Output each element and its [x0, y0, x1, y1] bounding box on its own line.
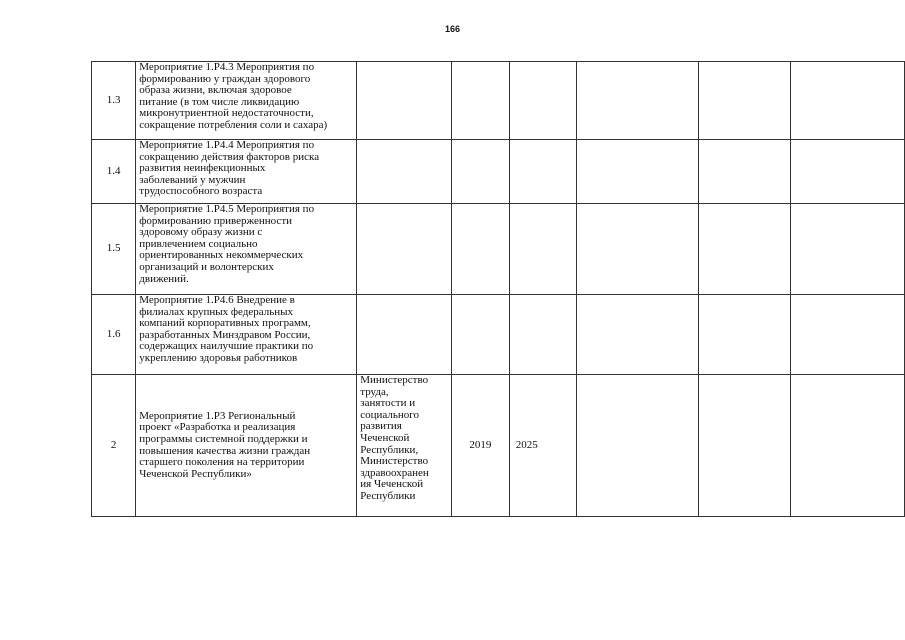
event-description: Мероприятие 1.Р4.5 Мероприятия по формированию приверженности здоровому образу жизни с привлечением социально ориентированных некоммерческих организаций и волонтерских движений. [136, 204, 357, 295]
end-year-cell: 2025 [509, 375, 576, 517]
empty-cell [698, 62, 790, 140]
event-description: Мероприятие 1.Р4.4 Мероприятия по сокращению действия факторов риска развития неинфекционных заболеваний у мужчин трудоспособного возраста [136, 140, 357, 204]
responsible-cell [357, 62, 452, 140]
empty-cell [790, 295, 904, 375]
empty-cell [577, 204, 699, 295]
end-year-cell [509, 140, 576, 204]
empty-cell [698, 204, 790, 295]
row-number: 1.4 [92, 140, 136, 204]
empty-cell [577, 62, 699, 140]
row-number: 1.5 [92, 204, 136, 295]
event-description: Мероприятие 1.Р4.3 Мероприятия по формированию у граждан здорового образа жизни, включая здоровое питание (в том числе ликвидацию микронутриентной недостаточности, сокращение потребления соли и сахара) [136, 62, 357, 140]
start-year-cell [451, 204, 509, 295]
table-row [92, 204, 905, 295]
start-year-cell [451, 62, 509, 140]
event-description: Мероприятие 1.Р3 Региональный проект «Разработка и реализация программы системной поддержки и повышения качества жизни граждан старшего поколения на территории Чеченской Республики» [136, 375, 357, 517]
end-year-cell [509, 295, 576, 375]
table-row [92, 375, 905, 517]
row-number: 1.6 [92, 295, 136, 375]
responsible-cell [357, 204, 452, 295]
page-number: 166 [444, 24, 461, 34]
start-year-cell [451, 295, 509, 375]
table-row [92, 62, 905, 140]
responsible-cell [357, 140, 452, 204]
table-row [92, 295, 905, 375]
event-description: Мероприятие 1.Р4.6 Внедрение в филиалах крупных федеральных компаний корпоративных программ, разработанных Минздравом России, содержащих наилучшие практики по укреплению здоровья работников [136, 295, 357, 375]
row-number: 2 [92, 375, 136, 517]
empty-cell [790, 62, 904, 140]
empty-cell [790, 204, 904, 295]
start-year-cell: 2019 [451, 375, 509, 517]
start-year-cell [451, 140, 509, 204]
empty-cell [790, 140, 904, 204]
end-year-cell [509, 62, 576, 140]
empty-cell [698, 375, 790, 517]
table-row [92, 140, 905, 204]
empty-cell [577, 140, 699, 204]
empty-cell [577, 375, 699, 517]
empty-cell [577, 295, 699, 375]
empty-cell [698, 140, 790, 204]
responsible-cell: Министерство труда, занятости и социального развития Чеченской Республики, Министерство здравоохранен ия Чеченской Республики [357, 375, 452, 517]
empty-cell [698, 295, 790, 375]
end-year-cell [509, 204, 576, 295]
responsible-cell [357, 295, 452, 375]
events-table [91, 61, 905, 517]
row-number: 1.3 [92, 62, 136, 140]
empty-cell [790, 375, 904, 517]
